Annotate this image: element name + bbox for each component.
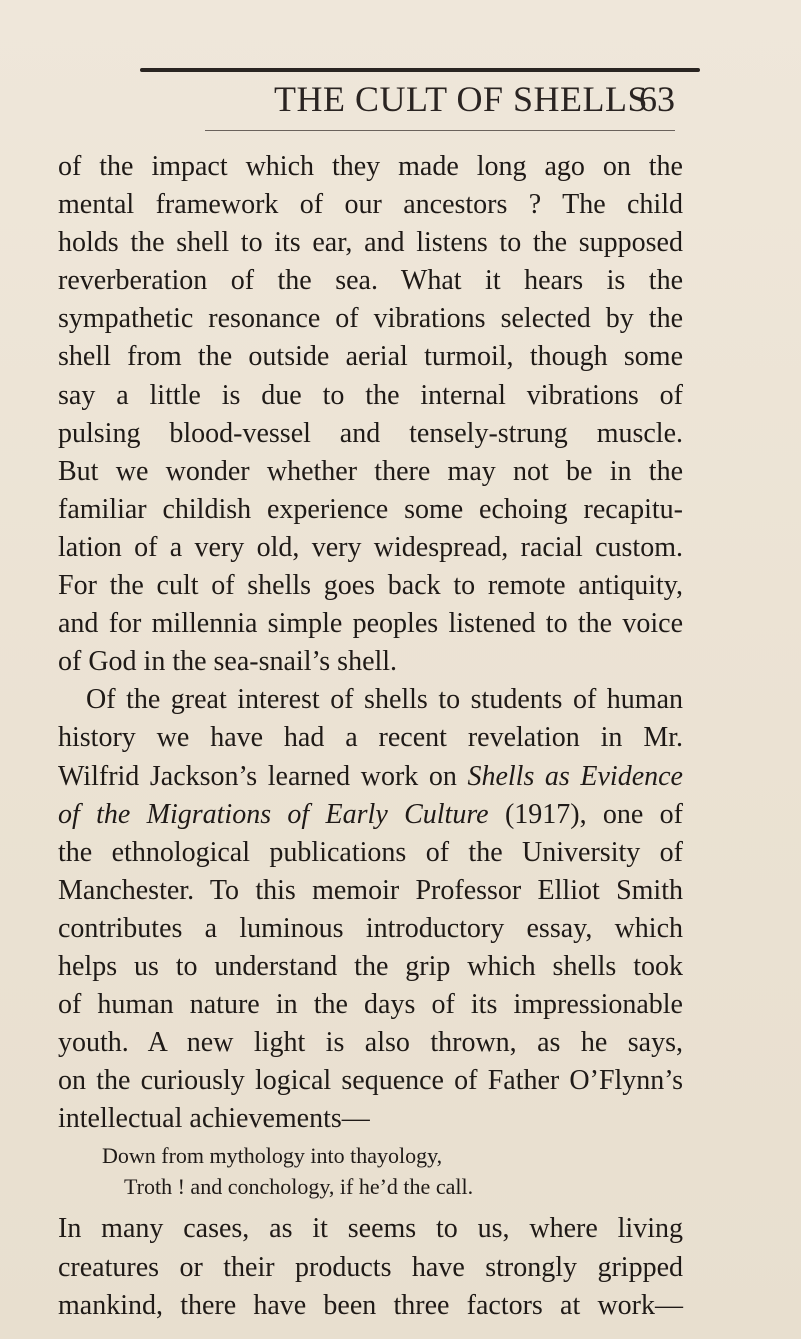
paragraph-3 [58, 1210, 683, 1324]
text-line: on the curiously logical sequence of Father O’Flynn’s [58, 1065, 683, 1097]
text-line: sympathetic resonance of vibrations selected by the [58, 303, 683, 335]
text-line: pulsing blood-vessel and tensely-strung muscle. [58, 417, 683, 449]
text-line [58, 758, 683, 796]
book-title-part-1: Shells as Evidence [467, 760, 683, 792]
text-line: of human nature in the days of its impressionable [58, 989, 683, 1021]
text-line: contributes a luminous introductory essay, which [58, 912, 683, 944]
text-line: history we have had a recent revelation in Mr. [58, 722, 683, 754]
text-line: reverberation of the sea. What it hears is the [58, 265, 683, 297]
text-line: and for millennia simple peoples listened to the voice [58, 608, 683, 640]
running-header [120, 78, 675, 128]
text-segment: (1917), one of [488, 798, 683, 830]
text-line: intellectual achievements— [58, 1103, 370, 1135]
page-body [58, 148, 683, 1325]
text-line: helps us to understand the grip which shells took [58, 950, 683, 982]
text-segment: Wilfrid Jackson’s learned work on [58, 760, 468, 792]
text-line: mankind, there have been three factors at work— [58, 1289, 683, 1321]
text-line: Of the great interest of shells to students of human [86, 684, 683, 716]
text-line: For the cult of shells goes back to remote antiquity, [58, 570, 683, 602]
paragraph-1 [58, 148, 683, 681]
verse-line: Troth ! and conchology, if he’d the call. [124, 1174, 474, 1200]
text-line: holds the shell to its ear, and listens to the supposed [58, 227, 683, 259]
page-number: 63 [639, 79, 675, 119]
running-title: THE CULT OF SHELLS [274, 79, 649, 119]
book-title-part-2: of the Migrations of Early Culture [58, 798, 489, 830]
text-line: creatures or their products have strongly gripped [58, 1251, 683, 1283]
text-line: the ethnological publications of the University of [58, 836, 683, 868]
text-line: youth. A new light is also thrown, as he says, [58, 1027, 683, 1059]
text-line: In many cases, as it seems to us, where living [58, 1213, 683, 1245]
text-line [58, 796, 683, 834]
paragraph-2 [58, 681, 683, 1138]
text-line: mental framework of our ancestors ? The child [58, 189, 683, 221]
text-line: of the impact which they made long ago on the [58, 151, 683, 182]
text-line: of God in the sea-snail’s shell. [58, 646, 398, 678]
text-line: But we wonder whether there may not be in the [58, 455, 683, 487]
text-line: Manchester. To this memoir Professor Elliot Smith [58, 874, 683, 906]
header-rule [205, 130, 675, 131]
text-line: shell from the outside aerial turmoil, though some [58, 341, 683, 373]
verse-quotation [58, 1138, 683, 1210]
top-rule [140, 68, 700, 72]
text-line: say a little is due to the internal vibrations of [58, 379, 683, 411]
text-line: familiar childish experience some echoing recapitu- [58, 493, 683, 525]
text-line: lation of a very old, very widespread, racial custom. [58, 531, 683, 563]
verse-line: Down from mythology into thayology, [102, 1143, 443, 1169]
